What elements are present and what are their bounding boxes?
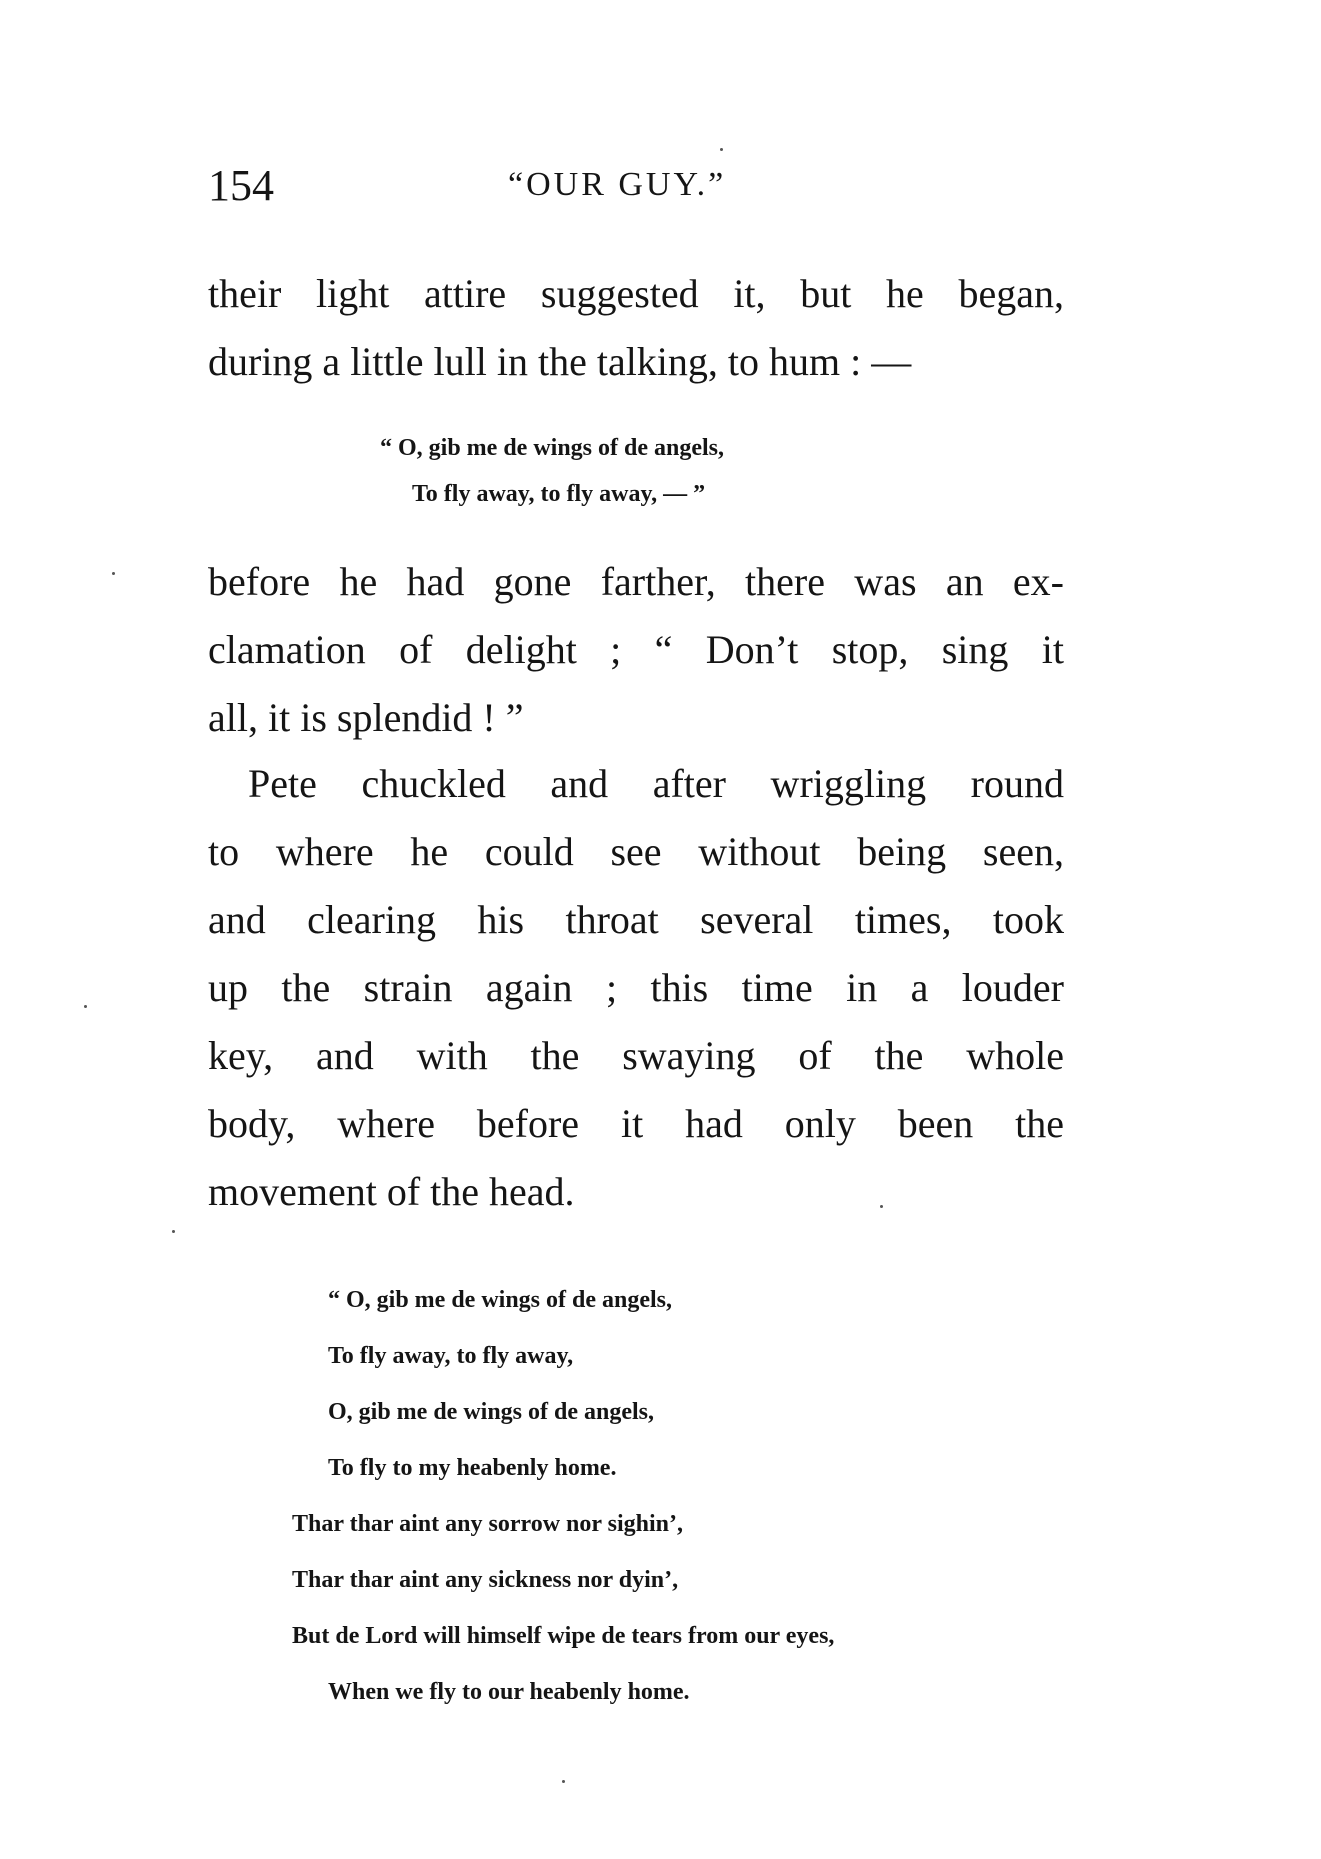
scan-speck — [562, 1780, 565, 1783]
verse-line: To fly away, to fly away, — ” — [412, 481, 706, 507]
page-number: 154 — [208, 161, 274, 210]
verse-line: When we fly to our heabenly home. — [328, 1679, 690, 1705]
verse-line: But de Lord will himself wipe de tears from our eyes, — [292, 1623, 835, 1649]
verse-line: O, gib me de wings of de angels, — [328, 1399, 655, 1425]
text-line: Pete chuckled and after wriggling round — [248, 761, 1064, 806]
scan-speck — [112, 572, 115, 575]
scan-speck — [880, 1205, 883, 1208]
verse-line: Thar thar aint any sorrow nor sighin’, — [292, 1511, 683, 1537]
verse-quote-full — [292, 1272, 834, 1720]
verse-line: Thar thar aint any sickness nor dyin’, — [292, 1567, 679, 1593]
text-line: body, where before it had only been the — [208, 1101, 1064, 1146]
running-title: “OUR GUY.” — [508, 166, 727, 203]
verse-quote-short — [380, 425, 724, 517]
text-line: and clearing his throat several times, took — [208, 897, 1064, 942]
text-line: all, it is splendid ! ” — [208, 695, 524, 740]
paragraph-2 — [208, 548, 1064, 752]
verse-line: To fly away, to fly away, — [328, 1343, 574, 1369]
running-head — [208, 160, 1068, 220]
text-line: key, and with the swaying of the whole — [208, 1033, 1064, 1078]
text-line: to where he could see without being seen, — [208, 829, 1064, 874]
scan-speck — [172, 1230, 175, 1233]
paragraph-1 — [208, 260, 1064, 396]
text-line: up the strain again ; this time in a louder — [208, 965, 1064, 1010]
verse-line: “ O, gib me de wings of de angels, — [328, 1287, 673, 1313]
text-line: movement of the head. — [208, 1169, 575, 1214]
text-line: before he had gone farther, there was an ex- — [208, 559, 1064, 604]
scan-speck — [84, 1005, 87, 1008]
text-line: during a little lull in the talking, to hum : — — [208, 339, 912, 384]
scan-speck — [720, 148, 723, 151]
text-line: clamation of delight ; “ Don’t stop, sing it — [208, 627, 1064, 672]
paragraph-3 — [208, 750, 1064, 1226]
verse-line: “ O, gib me de wings of de angels, — [380, 435, 725, 461]
text-line: their light attire suggested it, but he began, — [208, 271, 1064, 316]
verse-line: To fly to my heabenly home. — [328, 1455, 617, 1481]
